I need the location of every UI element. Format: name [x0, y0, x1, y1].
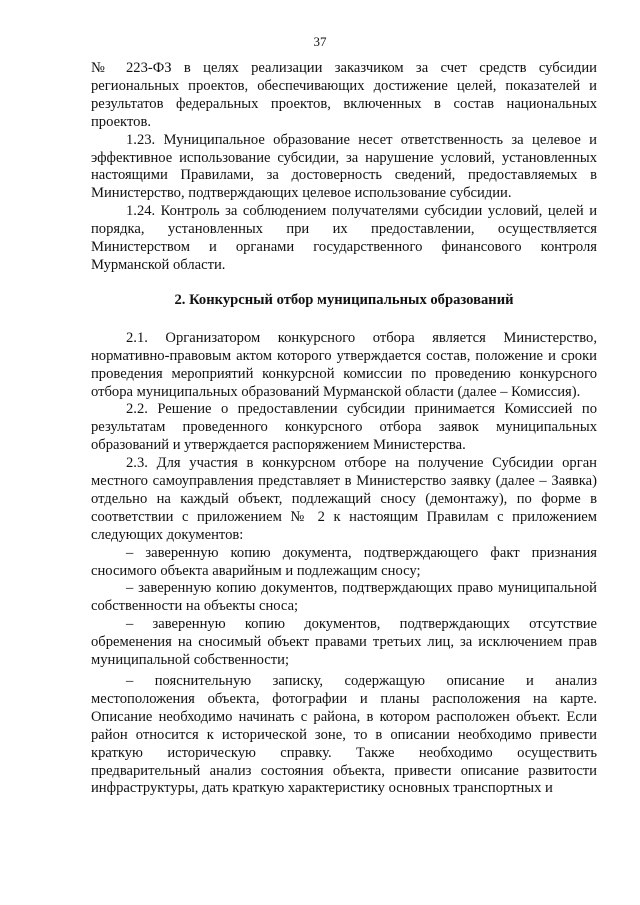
page-number: 37: [313, 34, 327, 49]
paragraph-1-24: 1.24. Контроль за соблюдением получателями субсидии условий, целей и порядка, установленных при их предоставлении, осуществляется Министерством и органами государственного финансового контроля Мурманской области.: [91, 203, 597, 273]
list-item-4: – пояснительную записку, содержащую описание и анализ местоположения объекта, фотографии и планы расположения на карте. Описание необходимо начинать с района, в котором расположен объект. Если район относится к исторической зоне, то в описании необходимо привести краткую историческую справку. Также необходимо осуществить предварительный анализ состояния объекта, привести описание развитости инфраструктуры, дать краткую характеристику основных транспортных и: [91, 673, 597, 797]
list-item-1: – заверенную копию документа, подтверждающего факт признания сносимого объекта аварийным и подлежащим сносу;: [91, 544, 597, 579]
section-heading: 2. Конкурсный отбор муниципальных образований: [174, 291, 514, 308]
document-body: [91, 60, 597, 798]
paragraph-2-2: 2.2. Решение о предоставлении субсидии принимается Комиссией по результатам проведенного конкурсного отбора заявок муниципальных образований и утверждается распоряжением Министерства.: [91, 401, 597, 454]
list-item-2: – заверенную копию документов, подтверждающих право муниципальной собственности на объекты сноса;: [91, 580, 597, 615]
paragraph-2-1: 2.1. Организатором конкурсного отбора является Министерство, нормативно-правовым актом которого утверждается состав, положение и сроки проведения мероприятий конкурсной комиссии по проведению конкурсного отбора муниципальных образований Мурманской области (далее – Комиссия).: [91, 329, 597, 400]
paragraph-2-3: 2.3. Для участия в конкурсном отборе на получение Субсидии орган местного самоуправления представляет в Министерство заявку (далее – Заявка) отдельно на каждый объект, подлежащий сносу (демонтажу), по форме в соответствии с приложением № 2 к настоящим Правилам с приложением следующих документов:: [91, 455, 597, 543]
paragraph-continuation: № 223-ФЗ в целях реализации заказчиком за счет средств субсидии региональных проектов, обеспечивающих достижение целей, показателей и результатов федеральных проектов, включенных в состав национальных проектов.: [91, 60, 597, 130]
list-item-3: – заверенную копию документов, подтверждающих отсутствие обременения на сносимый объект правами третьих лиц, за исключением прав муниципальной собственности;: [91, 616, 597, 669]
paragraph-1-23: 1.23. Муниципальное образование несет ответственность за целевое и эффективное использование субсидии, за нарушение условий, установленных настоящими Правилами, за достоверность сведений, предоставляемых в Министерство, подтверждающих целевое использование субсидии.: [91, 131, 597, 202]
